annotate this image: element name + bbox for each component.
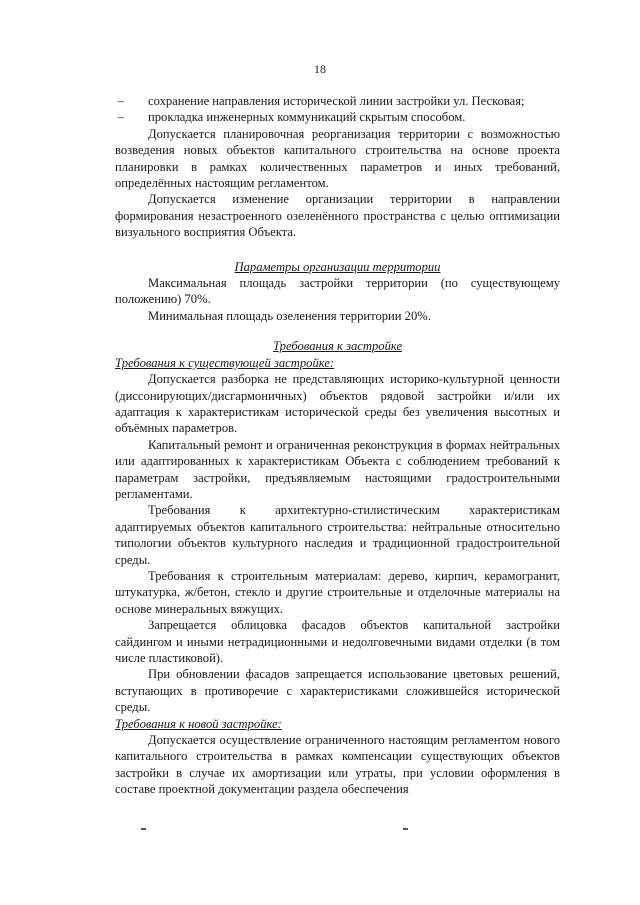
subheading-existing: Требования к существующей застройке: bbox=[115, 355, 335, 370]
paragraph: Требования к архитектурно-стилистическим характеристикам адаптируемых объектов капитального строительства: нейтральные относительно типологии объектов культурного наследия и традиционной градостроительной среды. bbox=[115, 503, 560, 567]
list-dash: – bbox=[118, 94, 125, 108]
paragraph: Допускается разборка не представляющих историко-культурной ценности (диссонирующих/дисгармоничных) объектов рядовой застройки и/или их адаптация к характеристикам исторической среды без увеличения высотных и объёмных параметров. bbox=[115, 372, 560, 436]
list-item bbox=[115, 109, 560, 125]
page-number: 18 bbox=[314, 62, 326, 76]
document-body bbox=[115, 93, 560, 798]
paragraph: Допускается осуществление ограниченного настоящим регламентом нового капитального строительства в рамках компенсации существующих объектов застройки в случае их амортизации или утраты, при условии оформления в составе проектной документации раздела обеспечения bbox=[115, 733, 560, 797]
paragraph: Допускается изменение организации территории в направлении формирования незастроенного озеленённого пространства с целью оптимизации визуального восприятия Объекта. bbox=[115, 192, 560, 240]
scan-mark-left bbox=[141, 828, 146, 830]
paragraph: Допускается планировочная реорганизация территории с возможностью возведения новых объектов капитального строительства на основе проекта планировки в рамках количественных параметров и иных требований, определённых настоящим регламентом. bbox=[115, 126, 560, 191]
list-item-text: сохранение направления исторической линии застройки ул. Песковая; bbox=[148, 94, 525, 108]
section-heading-build: Требования к застройке bbox=[272, 339, 403, 354]
list-item-text: прокладка инженерных коммуникаций скрытым способом. bbox=[148, 110, 466, 125]
list-item bbox=[115, 93, 560, 109]
paragraph: Капитальный ремонт и ограниченная реконструкция в формах нейтральных или адаптированных к характеристикам Объекта с соблюдением требований к параметрам застройки, предъявляемым настоящими градостроительными регламентами. bbox=[115, 437, 560, 501]
section-heading-territory: Параметры организации территории bbox=[234, 259, 441, 274]
paragraph: Минимальная площадь озеленения территории 20%. bbox=[148, 308, 431, 323]
subheading-new: Требования к новой застройке: bbox=[115, 716, 282, 731]
scan-mark-right bbox=[403, 828, 408, 830]
paragraph: Максимальная площадь застройки территории (по существующему положению) 70%. bbox=[115, 276, 560, 307]
paragraph: Запрещается облицовка фасадов объектов капитальной застройки сайдингом и иными нетрадиционными и недолговечными видами отделки (в том числе пластиковой). bbox=[115, 618, 560, 665]
paragraph: При обновлении фасадов запрещается использование цветовых решений, вступающих в противоречие с характеристиками сложившейся исторической среды. bbox=[115, 667, 560, 715]
list-dash: – bbox=[118, 110, 125, 125]
paragraph: Требования к строительным материалам: дерево, кирпич, керамогранит, штукатурка, ж/бетон, стекло и другие строительные и отделочные материалы на основе минеральных вяжущих. bbox=[115, 568, 560, 616]
